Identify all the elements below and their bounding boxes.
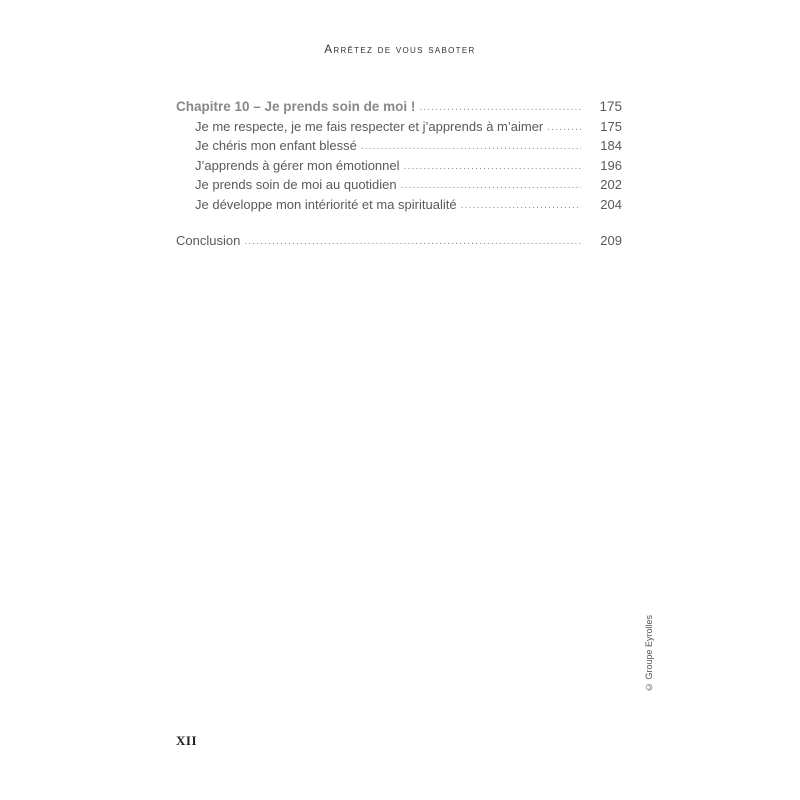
toc-conclusion-entry — [176, 233, 622, 253]
toc-entry-page: 175 — [599, 99, 622, 114]
toc-entry-title: J’apprends à gérer mon émotionnel — [195, 157, 400, 173]
toc-entry-title: Chapitre 10 – Je prends soin de moi ! — [176, 99, 416, 114]
toc-section-entry — [176, 119, 622, 139]
toc-entry-page: 196 — [600, 157, 622, 173]
toc-section-entry — [176, 177, 622, 197]
toc-section-entry — [176, 138, 622, 158]
dot-leader — [401, 180, 581, 191]
toc-entry-page: 175 — [600, 118, 622, 134]
dot-leader — [461, 200, 581, 211]
dot-leader — [361, 141, 581, 152]
toc-section-entry — [176, 197, 622, 217]
toc-entry-title: Je prends soin de moi au quotidien — [195, 177, 397, 192]
dot-leader — [404, 161, 581, 172]
copyright-notice: © Groupe Eyrolles — [644, 614, 654, 692]
toc-entry-page: 204 — [600, 196, 622, 212]
toc-entry-page: 184 — [600, 138, 622, 153]
table-of-contents — [176, 99, 622, 253]
dot-leader — [547, 122, 581, 133]
running-head: Arrêtez de vous saboter — [324, 44, 476, 56]
dot-leader — [419, 102, 581, 113]
page-number: XII — [176, 733, 198, 748]
toc-section-entry — [176, 158, 622, 178]
toc-chapter-entry — [176, 99, 622, 119]
toc-entry-title: Je développe mon intériorité et ma spiritualité — [195, 196, 457, 212]
toc-entry-title: Je me respecte, je me fais respecter et j’apprends à m’aimer — [195, 118, 544, 134]
toc-entry-page: 209 — [600, 233, 622, 248]
toc-entry-title: Je chéris mon enfant blessé — [195, 138, 357, 153]
toc-entry-page: 202 — [600, 177, 622, 192]
toc-entry-title: Conclusion — [176, 233, 241, 248]
dot-leader — [244, 236, 581, 247]
